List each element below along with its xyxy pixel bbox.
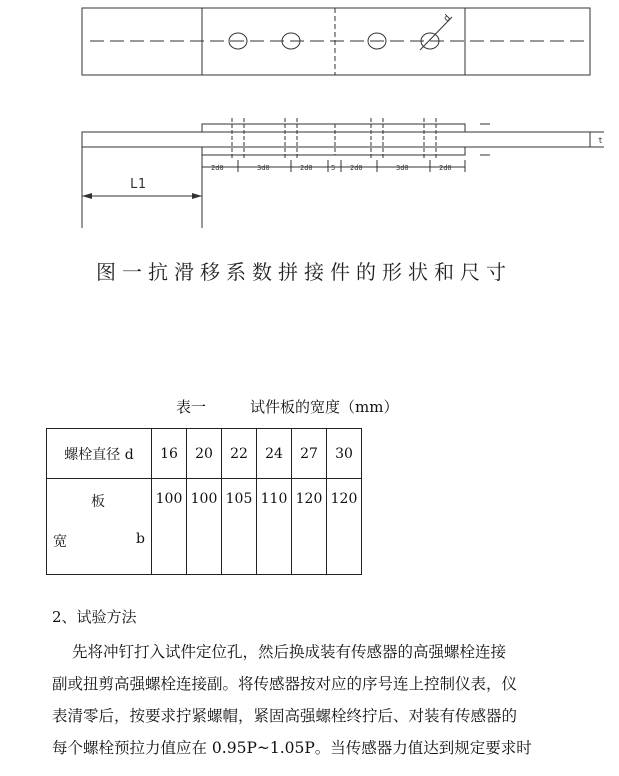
hole-diameter-label: d (442, 13, 453, 25)
table-cell: 100 (152, 479, 187, 575)
side-view-main-plate (82, 132, 590, 147)
thickness-label: t (598, 136, 603, 145)
row-header-width-top: 板 (91, 494, 105, 510)
table-cell: 20 (187, 429, 222, 479)
section-heading: 2、试验方法 (52, 608, 137, 626)
dim-label-2d0: 2d0 (439, 164, 452, 172)
paragraph-line: 每个螺栓预拉力值应在 0.95P~1.05P。当传感器力值达到规定要求时 (52, 739, 532, 757)
table-title (176, 396, 398, 417)
table-cell: 16 (152, 429, 187, 479)
dim-label-2d0: 2d0 (350, 164, 363, 172)
table-cell: 30 (327, 429, 362, 479)
table-cell: 120 (292, 479, 327, 575)
table-number: 表一 (176, 398, 207, 416)
table-row-width (47, 479, 362, 575)
splice-drawing (0, 0, 619, 240)
dim-label-2d0: 2d0 (300, 164, 313, 172)
table-cell: 110 (257, 479, 292, 575)
dim-label-2d0: 2d0 (211, 164, 224, 172)
row-header-width (47, 479, 152, 575)
L1-label: L1 (130, 177, 146, 192)
row-header-width-left: 宽 (53, 534, 67, 550)
row-header-diameter: 螺栓直径 d (47, 429, 152, 479)
table-subtitle: 试件板的宽度（mm） (250, 398, 399, 416)
table-cell: 100 (187, 479, 222, 575)
paragraph-line: 副或扭剪高强螺栓连接副。将传感器按对应的序号连上控制仪表，仪 (52, 675, 518, 693)
side-view-bottom-splice (202, 147, 465, 155)
table-cell: 27 (292, 429, 327, 479)
dim-label-3d0: 3d0 (396, 164, 409, 172)
side-view-top-splice (202, 124, 465, 132)
table-cell: 22 (222, 429, 257, 479)
table-row-diameter (47, 429, 362, 479)
dim-label-3d0: 3d0 (257, 164, 270, 172)
paragraph-line: 先将冲钉打入试件定位孔，然后换成装有传感器的高强螺栓连接 (72, 643, 507, 661)
method-paragraph (52, 636, 552, 764)
dim-label-5: 5 (331, 164, 336, 172)
paragraph-line: 表清零后，按要求拧紧螺帽，紧固高强螺栓终拧后、对装有传感器的 (52, 707, 518, 725)
plate-width-table (46, 428, 362, 575)
table-cell: 105 (222, 479, 257, 575)
figure-caption: 图一抗滑移系数拼接件的形状和尺寸 (96, 260, 512, 284)
table-cell: 120 (327, 479, 362, 575)
table-cell: 24 (257, 429, 292, 479)
row-header-width-right: b (136, 531, 145, 547)
